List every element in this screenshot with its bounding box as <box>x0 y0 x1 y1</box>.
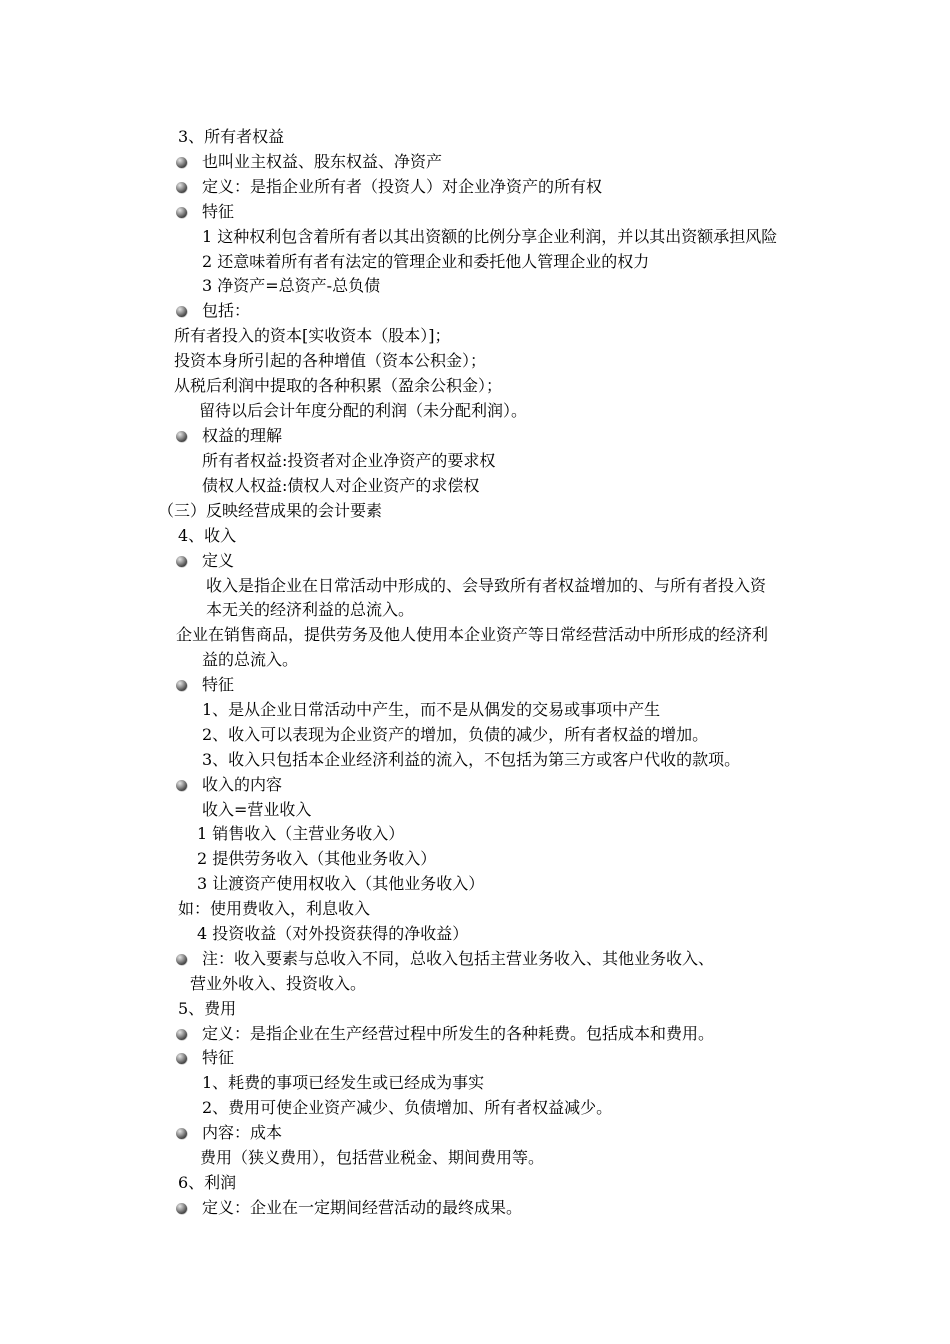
list-item: 包括： <box>202 301 251 320</box>
heading-owners-equity: 3、所有者权益 <box>178 127 285 146</box>
list-item: 收入的内容 <box>202 775 283 794</box>
text-line: 所有者投入的资本[实收资本（股本）]； <box>174 326 451 345</box>
text-line: 1 销售收入（主营业务收入） <box>197 824 405 843</box>
text-line: 益的总流入。 <box>202 650 299 669</box>
text-line: 2、收入可以表现为企业资产的增加，负债的减少，所有者权益的增加。 <box>202 725 709 744</box>
list-item: 定义 <box>202 551 235 570</box>
text-line: 所有者权益:投资者对企业净资产的要求权 <box>202 451 496 470</box>
text-line: 如：使用费收入，利息收入 <box>178 899 371 918</box>
text-line: 本无关的经济利益的总流入。 <box>206 600 415 619</box>
list-item: 定义：企业在一定期间经营活动的最终成果。 <box>202 1198 523 1217</box>
list-item: 权益的理解 <box>202 426 283 445</box>
list-item: 注：收入要素与总收入不同，总收入包括主营业务收入、其他业务收入、 <box>202 949 715 968</box>
bullet-icon <box>176 780 187 791</box>
text-line: 2、费用可使企业资产减少、负债增加、所有者权益减少。 <box>202 1098 613 1117</box>
bullet-icon <box>176 431 187 442</box>
bullet-icon <box>176 306 187 317</box>
bullet-icon <box>176 1029 187 1040</box>
text-line: 2 还意味着所有者有法定的管理企业和委托他人管理企业的权力 <box>202 252 650 271</box>
text-line: 收入是指企业在日常活动中形成的、会导致所有者权益增加的、与所有者投入资 <box>206 576 767 595</box>
heading-expenses: 5、费用 <box>178 999 237 1018</box>
list-item: 内容：成本 <box>202 1123 283 1142</box>
text-line: 从税后利润中提取的各种积累（盈余公积金）； <box>174 376 503 395</box>
text-line: 债权人权益:债权人对企业资产的求偿权 <box>202 476 480 495</box>
list-item: 定义：是指企业在生产经营过程中所发生的各种耗费。包括成本和费用。 <box>202 1024 715 1043</box>
heading-revenue: 4、收入 <box>178 526 237 545</box>
bullet-icon <box>176 1053 187 1064</box>
text-line: 3、收入只包括本企业经济利益的流入，不包括为第三方或客户代收的款项。 <box>202 750 741 769</box>
bullet-icon <box>176 556 187 567</box>
text-line: 1、是从企业日常活动中产生，而不是从偶发的交易或事项中产生 <box>202 700 661 719</box>
text-line: 4 投资收益（对外投资获得的净收益） <box>197 924 469 943</box>
list-item: 特征 <box>202 675 235 694</box>
list-item: 特征 <box>202 1048 235 1067</box>
text-line: 2 提供劳务收入（其他业务收入） <box>197 849 437 868</box>
text-line: 3 让渡资产使用权收入（其他业务收入） <box>197 874 485 893</box>
text-line: 营业外收入、投资收入。 <box>190 974 367 993</box>
list-item: 特征 <box>202 202 235 221</box>
heading-profit: 6、利润 <box>178 1173 237 1192</box>
bullet-icon <box>176 182 187 193</box>
bullet-icon <box>176 954 187 965</box>
text-line: 费用（狭义费用），包括营业税金、期间费用等。 <box>200 1148 545 1167</box>
bullet-icon <box>176 207 187 218</box>
text-line: 留待以后会计年度分配的利润（未分配利润）。 <box>199 401 528 420</box>
list-item: 也叫业主权益、股东权益、净资产 <box>202 152 443 171</box>
list-item: 定义：是指企业所有者（投资人）对企业净资产的所有权 <box>202 177 603 196</box>
text-line: 收入=营业收入 <box>202 800 312 819</box>
bullet-icon <box>176 1128 187 1139</box>
text-line: 企业在销售商品，提供劳务及他人使用本企业资产等日常经营活动中所形成的经济利 <box>176 625 769 644</box>
text-line: 1、耗费的事项已经发生或已经成为事实 <box>202 1073 485 1092</box>
bullet-icon <box>176 1203 187 1214</box>
bullet-icon <box>176 680 187 691</box>
section-heading: （三）反映经营成果的会计要素 <box>158 501 383 520</box>
text-line: 投资本身所引起的各种增值（资本公积金）； <box>174 351 487 370</box>
text-line: 3 净资产=总资产-总负债 <box>202 276 381 295</box>
text-line: 1 这种权利包含着所有者以其出资额的比例分享企业利润，并以其出资额承担风险 <box>202 227 778 246</box>
bullet-icon <box>176 157 187 168</box>
